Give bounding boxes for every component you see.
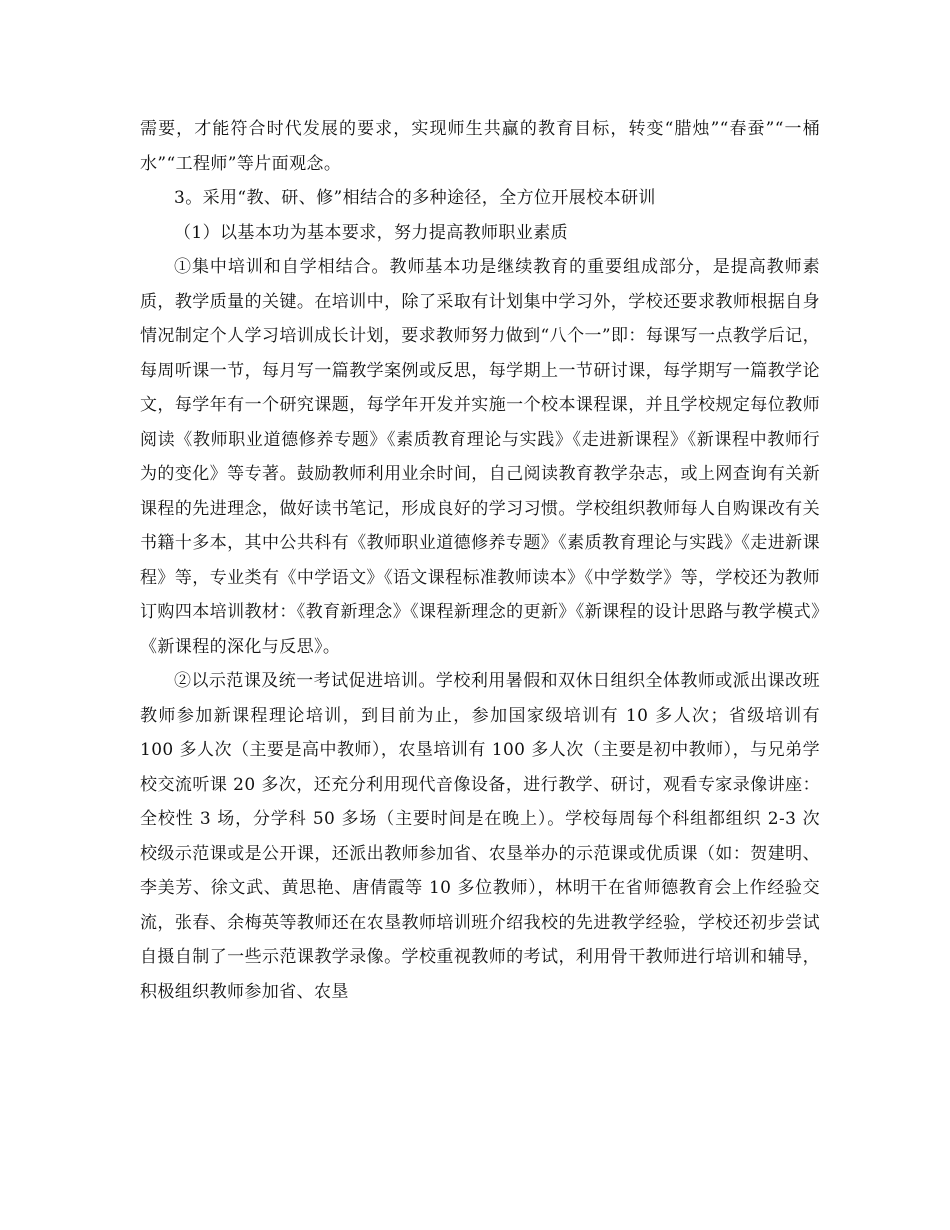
paragraph-item-1: ①集中培训和自学相结合。教师基本功是继续教育的重要组成部分，是提高教师素质，教学质量的关键。在培训中，除了采取有计划集中学习外，学校还要求教师根据自身情况制定个人学习培训成长计划，要求教师努力做到“八个一”即：每课写一点教学后记，每周听课一节，每月写一篇教学案例或反思，每学期上一节研讨课，每学期写一篇教学论文，每学年有一个研究课题，每学年开发并实施一个校本课程课，并且学校规定每位教师阅读《教师职业道德修养专题》《素质教育理论与实践》《走进新课程》《新课程中教师行为的变化》等专著。鼓励教师利用业余时间，自己阅读教育教学杂志，或上网查询有关新课程的先进理念，做好读书笔记，形成良好的学习习惯。学校组织教师每人自购课改有关书籍十多本，其中公共科有《教师职业道德修养专题》《素质教育理论与实践》《走进新课程》等，专业类有《中学语文》《语文课程标准教师读本》《中学数学》等，学校还为教师订购四本培训教材：《教育新理念》《课程新理念的更新》《新课程的设计思路与教学模式》《新课程的深化与反思》。 [140,257,820,657]
subsection-heading-1: （1）以基本功为基本要求，努力提高教师职业素质 [174,222,569,243]
paragraph-continuation: 需要，才能符合时代发展的要求，实现师生共赢的教育目标，转变“腊烛”“春蚕”“一桶水”“工程师”等片面观念。 [140,119,820,174]
paragraph-item-2: ②以示范课及统一考试促进培训。学校利用暑假和双休日组织全体教师或派出课改班教师参加新课程理论培训，到目前为止，参加国家级培训有 10 多人次；省级培训有 100 多人次（主要是高中教师），农垦培训有 100 多人次（主要是初中教师），与兄弟学校交流听课 20 多次，还充分利用现代音像设备，进行教学、研讨，观看专家录像讲座：全校性 3 场，分学科 50 多场（主要时间是在晚上）。学校每周每个科组都组织 2-3 次校级示范课或是公开课，还派出教师参加省、农垦举办的示范课或优质课（如：贺建明、李美芳、徐文武、黄思艳、唐倩霞等 10 多位教师），林明干在省师德教育会上作经验交流，张春、余梅英等教师还在农垦教师培训班介绍我校的先进教学经验，学校还初步尝试自摄自制了一些示范课教学录像。学校重视教师的考试，利用骨干教师进行培训和辅导，积极组织教师参加省、农垦 [140,671,820,1002]
document-body [140,112,820,1009]
section-heading-3: 3。采用“教、研、修”相结合的多种途径，全方位开展校本研训 [174,188,656,208]
